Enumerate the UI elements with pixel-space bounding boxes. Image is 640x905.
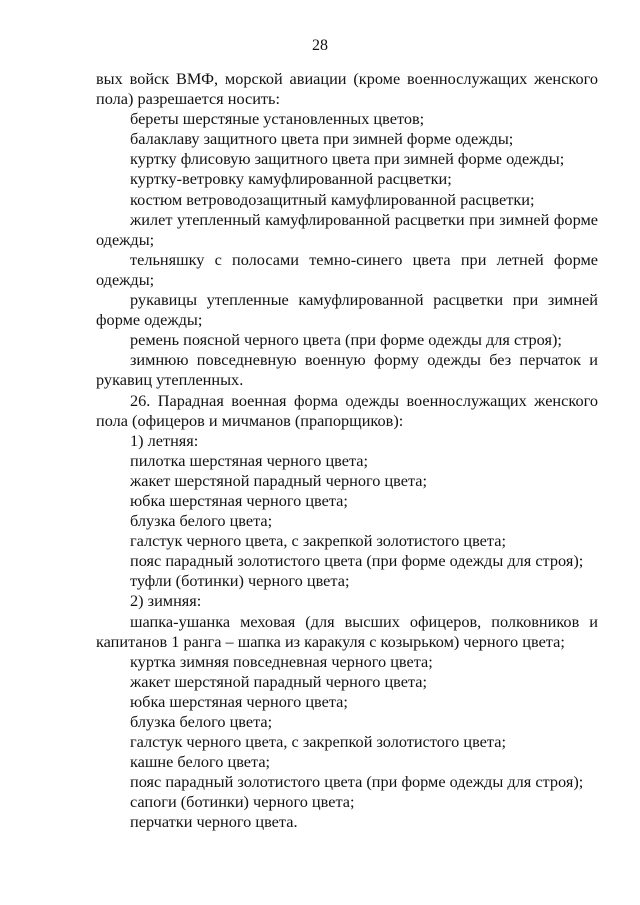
paragraph: тельняшку с полосами темно-синего цвета при летней форме одежды; bbox=[96, 249, 598, 289]
paragraph: куртку флисовую защитного цвета при зимней форме одежды; bbox=[130, 149, 565, 169]
paragraph: галстук черного цвета, с закрепкой золотистого цвета; bbox=[130, 531, 506, 551]
paragraph: блузка белого цвета; bbox=[130, 511, 273, 531]
paragraph: 2) зимняя: bbox=[130, 591, 202, 611]
paragraph: балаклаву защитного цвета при зимней форме одежды; bbox=[130, 129, 514, 149]
paragraph: вых войск ВМФ, морской авиации (кроме военнослужащих женского пола) разрешается носить: bbox=[96, 69, 598, 109]
document-body bbox=[96, 69, 598, 833]
paragraph: кашне белого цвета; bbox=[130, 752, 271, 772]
page-number: 28 bbox=[312, 37, 328, 54]
paragraph: ремень поясной черного цвета (при форме одежды для строя); bbox=[130, 330, 562, 350]
paragraph: галстук черного цвета, с закрепкой золотистого цвета; bbox=[130, 732, 506, 752]
paragraph: туфли (ботинки) черного цвета; bbox=[130, 571, 350, 591]
paragraph: зимнюю повседневную военную форму одежды без перчаток и рукавиц утепленных. bbox=[96, 350, 598, 390]
paragraph: пояс парадный золотистого цвета (при форме одежды для строя); bbox=[130, 551, 584, 571]
paragraph: жилет утепленный камуфлированной расцветки при зимней форме одежды; bbox=[96, 209, 598, 249]
paragraph: рукавицы утепленные камуфлированной расцветки при зимней форме одежды; bbox=[96, 290, 598, 330]
paragraph: костюм ветроводозащитный камуфлированной расцветки; bbox=[130, 189, 535, 209]
paragraph: жакет шерстяной парадный черного цвета; bbox=[130, 470, 428, 490]
paragraph: блузка белого цвета; bbox=[130, 712, 273, 731]
paragraph: пилотка шерстяная черного цвета; bbox=[130, 450, 369, 470]
paragraph: перчатки черного цвета. bbox=[130, 812, 298, 832]
paragraph: 26. Парадная военная форма одежды военнослужащих женского пола (офицеров и мичманов (прапорщиков): bbox=[96, 390, 598, 430]
paragraph: жакет шерстяной парадный черного цвета; bbox=[130, 671, 428, 691]
paragraph: юбка шерстяная черного цвета; bbox=[130, 691, 348, 711]
paragraph: сапоги (ботинки) черного цвета; bbox=[130, 792, 355, 812]
paragraph: куртка зимняя повседневная черного цвета; bbox=[130, 651, 433, 671]
paragraph: куртку-ветровку камуфлированной расцветки; bbox=[130, 169, 452, 189]
paragraph: шапка-ушанка меховая (для высших офицеров, полковников и капитанов 1 ранга – шапка из каракуля с козырьком) черного цвета; bbox=[96, 611, 598, 651]
paragraph: 1) летняя: bbox=[130, 430, 199, 450]
paragraph: пояс парадный золотистого цвета (при форме одежды для строя); bbox=[130, 772, 584, 792]
paragraph: береты шерстяные установленных цветов; bbox=[130, 109, 425, 129]
paragraph: юбка шерстяная черного цвета; bbox=[130, 490, 348, 510]
